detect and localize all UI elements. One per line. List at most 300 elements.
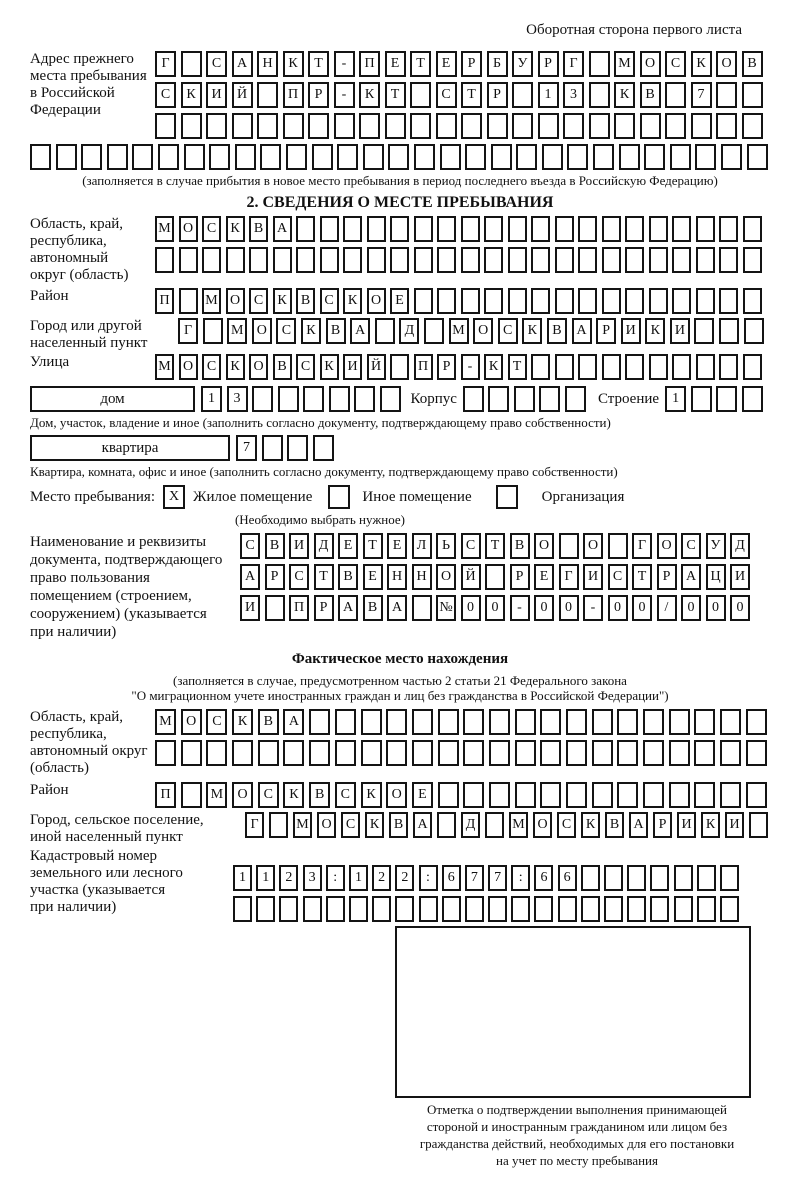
char-cell[interactable]: К (701, 812, 720, 838)
char-cell[interactable]: В (338, 564, 358, 590)
char-cell[interactable]: А (350, 318, 370, 344)
char-cell[interactable]: В (296, 288, 315, 314)
char-cell[interactable] (424, 318, 444, 344)
char-cell[interactable]: И (343, 354, 362, 380)
char-cell[interactable]: Т (461, 82, 482, 108)
char-cell[interactable] (385, 113, 406, 139)
char-cell[interactable] (233, 896, 252, 922)
char-cell[interactable] (650, 865, 669, 891)
char-cell[interactable]: М (206, 782, 227, 808)
char-cell[interactable] (158, 144, 179, 170)
char-cell[interactable] (640, 113, 661, 139)
char-cell[interactable] (746, 740, 767, 766)
char-cell[interactable]: О (249, 354, 268, 380)
char-cell[interactable] (309, 740, 330, 766)
char-cell[interactable] (643, 782, 664, 808)
char-cell[interactable]: Г (559, 564, 579, 590)
char-cell[interactable]: Р (657, 564, 677, 590)
char-cell[interactable] (249, 247, 268, 273)
char-cell[interactable]: Н (387, 564, 407, 590)
char-cell[interactable] (283, 740, 304, 766)
char-cell[interactable] (614, 113, 635, 139)
char-cell[interactable]: М (509, 812, 528, 838)
char-cell[interactable]: К (691, 51, 712, 77)
char-cell[interactable]: Т (363, 533, 383, 559)
char-cell[interactable] (56, 144, 77, 170)
char-cell[interactable] (155, 113, 176, 139)
char-cell[interactable] (438, 782, 459, 808)
char-cell[interactable] (30, 144, 51, 170)
char-cell[interactable] (602, 247, 621, 273)
char-cell[interactable] (589, 113, 610, 139)
char-cell[interactable]: - (510, 595, 530, 621)
char-cell[interactable] (592, 782, 613, 808)
char-cell[interactable] (625, 354, 644, 380)
char-cell[interactable]: Е (387, 533, 407, 559)
char-cell[interactable]: О (534, 533, 554, 559)
char-cell[interactable]: П (155, 782, 176, 808)
char-cell[interactable]: Р (510, 564, 530, 590)
char-cell[interactable] (179, 247, 198, 273)
char-cell[interactable]: П (283, 82, 304, 108)
char-cell[interactable]: 1 (349, 865, 368, 891)
char-cell[interactable] (343, 216, 362, 242)
char-cell[interactable]: 0 (608, 595, 628, 621)
char-cell[interactable]: 1 (256, 865, 275, 891)
char-cell[interactable] (592, 740, 613, 766)
char-cell[interactable]: Р (487, 82, 508, 108)
char-cell[interactable] (565, 386, 586, 412)
char-cell[interactable]: О (657, 533, 677, 559)
char-cell[interactable] (390, 247, 409, 273)
char-cell[interactable] (419, 896, 438, 922)
char-cell[interactable]: А (629, 812, 648, 838)
char-cell[interactable]: О (181, 709, 202, 735)
char-cell[interactable]: Т (485, 533, 505, 559)
char-cell[interactable] (414, 144, 435, 170)
char-cell[interactable] (566, 782, 587, 808)
char-cell[interactable] (372, 896, 391, 922)
char-cell[interactable]: О (640, 51, 661, 77)
char-cell[interactable] (691, 386, 712, 412)
char-cell[interactable]: Т (632, 564, 652, 590)
char-cell[interactable] (669, 740, 690, 766)
char-cell[interactable]: Й (367, 354, 386, 380)
char-cell[interactable]: Н (257, 51, 278, 77)
char-cell[interactable] (386, 709, 407, 735)
char-cell[interactable] (604, 896, 623, 922)
char-cell[interactable] (643, 740, 664, 766)
char-cell[interactable]: К (361, 782, 382, 808)
char-cell[interactable] (649, 247, 668, 273)
char-cell[interactable] (257, 82, 278, 108)
char-cell[interactable] (672, 247, 691, 273)
char-cell[interactable]: 1 (233, 865, 252, 891)
char-cell[interactable]: Т (314, 564, 334, 590)
char-cell[interactable]: Е (390, 288, 409, 314)
char-cell[interactable]: - (461, 354, 480, 380)
char-cell[interactable]: К (484, 354, 503, 380)
char-cell[interactable] (412, 595, 432, 621)
char-cell[interactable] (484, 288, 503, 314)
char-cell[interactable] (721, 144, 742, 170)
char-cell[interactable]: : (511, 865, 530, 891)
other-premise-checkbox[interactable] (328, 485, 350, 509)
char-cell[interactable]: А (273, 216, 292, 242)
char-cell[interactable] (555, 354, 574, 380)
char-cell[interactable] (719, 247, 738, 273)
char-cell[interactable]: Г (178, 318, 198, 344)
char-cell[interactable]: / (657, 595, 677, 621)
char-cell[interactable] (184, 144, 205, 170)
char-cell[interactable] (665, 82, 686, 108)
char-cell[interactable] (359, 113, 380, 139)
char-cell[interactable] (672, 216, 691, 242)
char-cell[interactable] (206, 113, 227, 139)
char-cell[interactable] (484, 247, 503, 273)
char-cell[interactable]: В (309, 782, 330, 808)
char-cell[interactable]: И (677, 812, 696, 838)
char-cell[interactable] (508, 247, 527, 273)
char-cell[interactable]: Й (461, 564, 481, 590)
char-cell[interactable]: П (289, 595, 309, 621)
char-cell[interactable] (578, 354, 597, 380)
residential-checkbox[interactable]: X (163, 485, 185, 509)
char-cell[interactable]: С (202, 354, 221, 380)
char-cell[interactable] (278, 386, 299, 412)
char-cell[interactable]: Д (730, 533, 750, 559)
char-cell[interactable] (296, 247, 315, 273)
char-cell[interactable]: К (645, 318, 665, 344)
char-cell[interactable] (540, 709, 561, 735)
char-cell[interactable] (512, 82, 533, 108)
char-cell[interactable] (326, 896, 345, 922)
char-cell[interactable]: М (155, 709, 176, 735)
char-cell[interactable]: 1 (665, 386, 686, 412)
char-cell[interactable]: Р (653, 812, 672, 838)
char-cell[interactable] (593, 144, 614, 170)
char-cell[interactable]: О (252, 318, 272, 344)
char-cell[interactable]: И (289, 533, 309, 559)
char-cell[interactable]: 3 (303, 865, 322, 891)
char-cell[interactable] (617, 740, 638, 766)
char-cell[interactable]: В (389, 812, 408, 838)
char-cell[interactable] (320, 247, 339, 273)
char-cell[interactable] (694, 740, 715, 766)
char-cell[interactable] (592, 709, 613, 735)
char-cell[interactable]: 0 (730, 595, 750, 621)
char-cell[interactable]: В (640, 82, 661, 108)
char-cell[interactable] (540, 782, 561, 808)
char-cell[interactable] (489, 740, 510, 766)
char-cell[interactable]: 7 (465, 865, 484, 891)
char-cell[interactable]: Р (314, 595, 334, 621)
char-cell[interactable] (691, 113, 712, 139)
char-cell[interactable]: П (155, 288, 174, 314)
char-cell[interactable] (511, 896, 530, 922)
char-cell[interactable]: 1 (201, 386, 222, 412)
char-cell[interactable]: 0 (706, 595, 726, 621)
char-cell[interactable]: А (572, 318, 592, 344)
char-cell[interactable]: Е (534, 564, 554, 590)
char-cell[interactable]: С (249, 288, 268, 314)
char-cell[interactable] (540, 740, 561, 766)
char-cell[interactable]: 6 (442, 865, 461, 891)
char-cell[interactable]: 0 (632, 595, 652, 621)
char-cell[interactable]: 6 (534, 865, 553, 891)
char-cell[interactable]: И (670, 318, 690, 344)
char-cell[interactable]: А (240, 564, 260, 590)
char-cell[interactable] (581, 896, 600, 922)
char-cell[interactable]: 6 (558, 865, 577, 891)
char-cell[interactable] (696, 354, 715, 380)
char-cell[interactable] (437, 812, 456, 838)
char-cell[interactable] (437, 216, 456, 242)
char-cell[interactable] (235, 144, 256, 170)
char-cell[interactable]: К (581, 812, 600, 838)
char-cell[interactable] (604, 865, 623, 891)
char-cell[interactable]: М (293, 812, 312, 838)
char-cell[interactable] (489, 709, 510, 735)
char-cell[interactable]: И (206, 82, 227, 108)
char-cell[interactable]: - (334, 82, 355, 108)
char-cell[interactable]: И (240, 595, 260, 621)
char-cell[interactable]: Е (385, 51, 406, 77)
char-cell[interactable] (539, 386, 560, 412)
char-cell[interactable] (566, 709, 587, 735)
char-cell[interactable] (555, 288, 574, 314)
char-cell[interactable] (132, 144, 153, 170)
char-cell[interactable] (484, 216, 503, 242)
char-cell[interactable]: С (341, 812, 360, 838)
char-cell[interactable] (410, 113, 431, 139)
char-cell[interactable] (697, 896, 716, 922)
char-cell[interactable] (155, 740, 176, 766)
char-cell[interactable] (414, 247, 433, 273)
char-cell[interactable]: 0 (461, 595, 481, 621)
char-cell[interactable]: С (202, 216, 221, 242)
char-cell[interactable] (209, 144, 230, 170)
char-cell[interactable]: Р (461, 51, 482, 77)
char-cell[interactable]: - (334, 51, 355, 77)
char-cell[interactable]: В (742, 51, 763, 77)
char-cell[interactable] (625, 216, 644, 242)
char-cell[interactable]: С (276, 318, 296, 344)
char-cell[interactable]: Р (538, 51, 559, 77)
char-cell[interactable] (286, 144, 307, 170)
char-cell[interactable]: : (419, 865, 438, 891)
char-cell[interactable] (349, 896, 368, 922)
char-cell[interactable]: К (320, 354, 339, 380)
char-cell[interactable]: К (226, 216, 245, 242)
char-cell[interactable] (743, 216, 762, 242)
char-cell[interactable] (694, 318, 714, 344)
char-cell[interactable] (438, 709, 459, 735)
char-cell[interactable]: 7 (488, 865, 507, 891)
char-cell[interactable] (337, 144, 358, 170)
char-cell[interactable] (649, 216, 668, 242)
char-cell[interactable] (463, 386, 484, 412)
char-cell[interactable]: С (335, 782, 356, 808)
char-cell[interactable] (155, 247, 174, 273)
char-cell[interactable] (720, 865, 739, 891)
char-cell[interactable] (335, 740, 356, 766)
char-cell[interactable]: К (226, 354, 245, 380)
char-cell[interactable] (320, 216, 339, 242)
char-cell[interactable]: 3 (563, 82, 584, 108)
char-cell[interactable] (367, 247, 386, 273)
char-cell[interactable] (258, 740, 279, 766)
char-cell[interactable] (329, 386, 350, 412)
char-cell[interactable] (695, 144, 716, 170)
char-cell[interactable]: О (226, 288, 245, 314)
char-cell[interactable] (696, 247, 715, 273)
char-cell[interactable] (743, 288, 762, 314)
char-cell[interactable] (442, 896, 461, 922)
char-cell[interactable]: О (232, 782, 253, 808)
char-cell[interactable] (226, 247, 245, 273)
char-cell[interactable] (461, 113, 482, 139)
char-cell[interactable]: М (449, 318, 469, 344)
char-cell[interactable] (559, 533, 579, 559)
char-cell[interactable] (531, 216, 550, 242)
char-cell[interactable]: № (436, 595, 456, 621)
char-cell[interactable]: С (258, 782, 279, 808)
char-cell[interactable] (256, 896, 275, 922)
char-cell[interactable] (649, 354, 668, 380)
char-cell[interactable]: Р (596, 318, 616, 344)
char-cell[interactable] (386, 740, 407, 766)
char-cell[interactable] (361, 740, 382, 766)
char-cell[interactable] (649, 288, 668, 314)
char-cell[interactable] (508, 216, 527, 242)
char-cell[interactable] (742, 386, 763, 412)
char-cell[interactable]: К (301, 318, 321, 344)
char-cell[interactable]: Е (412, 782, 433, 808)
char-cell[interactable]: М (614, 51, 635, 77)
char-cell[interactable] (514, 386, 535, 412)
char-cell[interactable]: В (265, 533, 285, 559)
char-cell[interactable] (625, 288, 644, 314)
char-cell[interactable]: О (533, 812, 552, 838)
char-cell[interactable] (555, 216, 574, 242)
char-cell[interactable]: О (583, 533, 603, 559)
char-cell[interactable] (746, 709, 767, 735)
char-cell[interactable]: С (665, 51, 686, 77)
char-cell[interactable]: М (155, 354, 174, 380)
char-cell[interactable]: А (283, 709, 304, 735)
char-cell[interactable] (720, 740, 741, 766)
char-cell[interactable]: К (283, 782, 304, 808)
char-cell[interactable] (531, 288, 550, 314)
char-cell[interactable]: Н (412, 564, 432, 590)
char-cell[interactable] (461, 216, 480, 242)
char-cell[interactable] (697, 865, 716, 891)
char-cell[interactable] (465, 144, 486, 170)
char-cell[interactable]: О (367, 288, 386, 314)
char-cell[interactable] (279, 896, 298, 922)
char-cell[interactable] (303, 896, 322, 922)
char-cell[interactable]: И (730, 564, 750, 590)
char-cell[interactable] (567, 144, 588, 170)
char-cell[interactable]: П (414, 354, 433, 380)
char-cell[interactable] (625, 247, 644, 273)
char-cell[interactable] (512, 113, 533, 139)
char-cell[interactable]: С (436, 82, 457, 108)
char-cell[interactable] (388, 144, 409, 170)
char-cell[interactable]: К (614, 82, 635, 108)
char-cell[interactable] (203, 318, 223, 344)
char-cell[interactable] (669, 709, 690, 735)
char-cell[interactable]: И (583, 564, 603, 590)
char-cell[interactable]: Г (632, 533, 652, 559)
char-cell[interactable] (390, 216, 409, 242)
char-cell[interactable] (515, 709, 536, 735)
char-cell[interactable]: 0 (485, 595, 505, 621)
char-cell[interactable] (232, 113, 253, 139)
char-cell[interactable]: В (547, 318, 567, 344)
char-cell[interactable] (334, 113, 355, 139)
char-cell[interactable]: С (206, 709, 227, 735)
char-cell[interactable] (81, 144, 102, 170)
char-cell[interactable] (719, 354, 738, 380)
char-cell[interactable]: М (155, 216, 174, 242)
char-cell[interactable] (694, 782, 715, 808)
char-cell[interactable] (716, 82, 737, 108)
char-cell[interactable]: Т (410, 51, 431, 77)
char-cell[interactable] (617, 709, 638, 735)
char-cell[interactable] (488, 386, 509, 412)
char-cell[interactable]: А (413, 812, 432, 838)
char-cell[interactable] (491, 144, 512, 170)
char-cell[interactable]: 7 (236, 435, 257, 461)
char-cell[interactable] (303, 386, 324, 412)
char-cell[interactable] (206, 740, 227, 766)
char-cell[interactable] (719, 318, 739, 344)
char-cell[interactable]: 7 (691, 82, 712, 108)
char-cell[interactable] (410, 82, 431, 108)
char-cell[interactable] (674, 865, 693, 891)
char-cell[interactable] (463, 782, 484, 808)
char-cell[interactable]: М (227, 318, 247, 344)
char-cell[interactable] (581, 865, 600, 891)
char-cell[interactable]: К (283, 51, 304, 77)
char-cell[interactable] (650, 896, 669, 922)
char-cell[interactable] (440, 144, 461, 170)
char-cell[interactable]: Л (412, 533, 432, 559)
char-cell[interactable] (602, 216, 621, 242)
char-cell[interactable] (438, 740, 459, 766)
char-cell[interactable]: К (232, 709, 253, 735)
char-cell[interactable]: О (436, 564, 456, 590)
char-cell[interactable]: Г (563, 51, 584, 77)
char-cell[interactable] (670, 144, 691, 170)
char-cell[interactable] (437, 247, 456, 273)
char-cell[interactable] (107, 144, 128, 170)
char-cell[interactable]: О (179, 354, 198, 380)
char-cell[interactable]: С (498, 318, 518, 344)
char-cell[interactable] (265, 595, 285, 621)
char-cell[interactable] (232, 740, 253, 766)
char-cell[interactable] (672, 354, 691, 380)
char-cell[interactable] (461, 288, 480, 314)
char-cell[interactable] (538, 113, 559, 139)
char-cell[interactable] (257, 113, 278, 139)
char-cell[interactable] (179, 288, 198, 314)
char-cell[interactable] (743, 247, 762, 273)
char-cell[interactable]: К (359, 82, 380, 108)
char-cell[interactable] (181, 51, 202, 77)
